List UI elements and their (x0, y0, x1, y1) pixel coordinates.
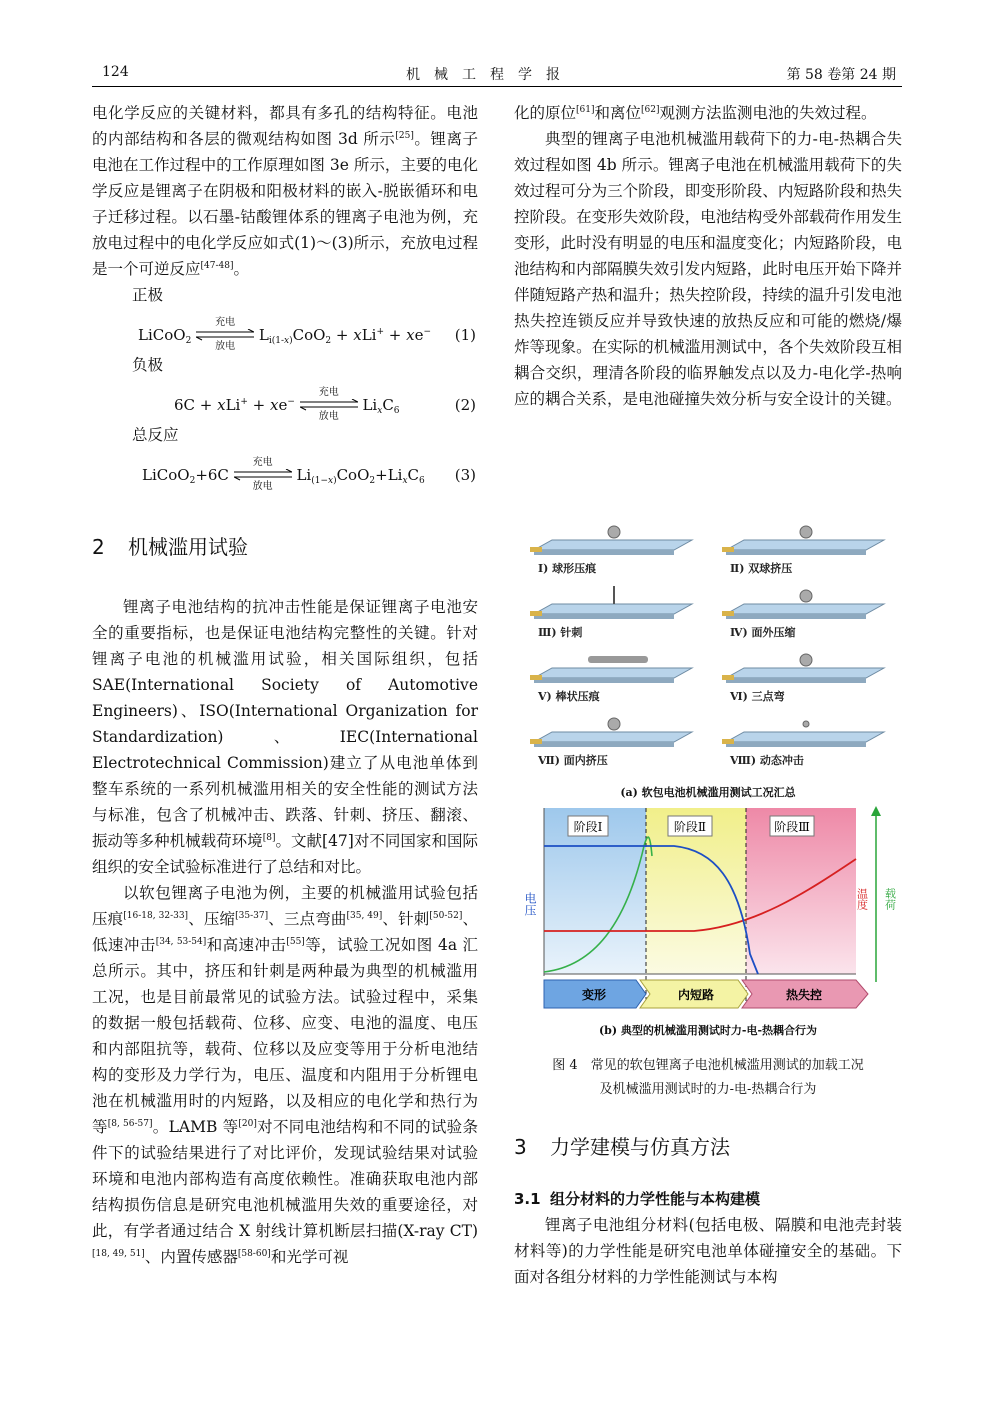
stage-3-label: 阶段Ⅲ (774, 820, 810, 834)
phase-label: 内短路 (677, 988, 715, 1002)
test-panel (528, 584, 698, 639)
paragraph-tests: 以软包锂离子电池为例，主要的机械滥用试验包括压痕[16-18, 32-33]、压缩[35-37]、三点弯曲[35, 49]、针刺[50-52]、低速冲击[34, 53-54]和高速冲击[55]等，试验工况如图 4a 汇总所示。其中，挤压和针刺是两种最为典型的机械滥用工况，也是目前最常见的试验方法。试验过程中，采集的数据一般包括载荷、位移、应变、电池的温度、电压和内部阻抗等，载荷、位移以及应变等用于分析电池结构的变形及力学行为，电压、温度和内阻用于分析锂电池在机械滥用时的内短路，以及相应的电化学和热行为等[8, 56-57]。LAMB 等[20]对不同电池结构和不同的试验条件下的试验结果进行了对比评价，发现试验结果对试验环境和电池内部构造有高度依赖性。准确获取电池内部结构损伤信息是研究电池机械滥用失效的重要途径，对此，有学者通过结合 X 射线计算机断层扫描(X-ray CT)[18, 49, 51]、内置传感器[58-60]和光学可视 (92, 884, 478, 1266)
section-3-heading: 3 力学建模与仿真方法 (514, 1135, 730, 1159)
test-panel (720, 648, 890, 703)
phase-label: 热失控 (785, 988, 823, 1002)
temperature-axis-label: 温度 (855, 888, 869, 910)
journal-name: 机 械 工 程 学 报 (406, 67, 560, 83)
test-panel-label: Ⅶ) 面内挤压 (538, 754, 608, 767)
running-header (92, 62, 902, 86)
test-panel-label: Ⅰ) 球形压痕 (538, 562, 597, 575)
coupling-behavior-plot (514, 804, 902, 1034)
pouch-cell-icon (528, 648, 698, 690)
equation-1: LiCoO$_2$ 充电 放电 $L_{i(1-x)}CoO_2 + xLi^+ + xe^-$ (1) (138, 317, 476, 352)
pouch-cell-icon (720, 648, 890, 690)
test-panel-label: Ⅱ) 双球挤压 (730, 562, 793, 575)
pouch-cell-icon (528, 712, 698, 754)
phase-label: 变形 (581, 988, 607, 1002)
label-total: 总反应 (132, 426, 179, 444)
test-panel (720, 520, 890, 575)
pouch-cell-icon (528, 520, 698, 562)
test-panel-label: Ⅷ) 动态冲击 (730, 754, 804, 767)
equation-3: LiCoO$_2$+6C 充电 放电 $Li_{(1-x)}CoO_2+Li_xC_6$ (3) (142, 457, 476, 492)
load-axis-label: 载荷 (883, 888, 897, 910)
test-panel (528, 520, 698, 575)
pouch-cell-icon (720, 520, 890, 562)
pouch-cell-icon (720, 712, 890, 754)
test-panel-label: Ⅵ) 三点弯 (730, 690, 785, 703)
left-column (92, 100, 478, 1270)
figure-caption-a: (a) 软包电池机械滥用测试工况汇总 (620, 786, 796, 799)
figure-4-caption: 图 4 常见的软包锂离子电池机械滥用测试的加载工况 及机械滥用测试时的力-电-热耦合行为 (552, 1058, 864, 1097)
issue-info: 第 58 卷第 24 期 (786, 67, 896, 83)
paragraph-intro: 电化学反应的关键材料，都具有多孔的结构特征。电池的内部结构和各层的微观结构如图 3d 所示[25]。锂离子电池在工作过程中的工作原理如图 3e 所示，主要的电化学反应是锂离子在阴极和阳极材料的嵌入-脱嵌循环和电子迁移过程。以石墨-钴酸锂体系的锂离子电池为例，充放电过程中的电化学反应如式(1)～(3)所示，充放电过程是一个可逆反应[47-48]。 (92, 104, 478, 278)
stage-2-label: 阶段Ⅱ (673, 820, 707, 834)
voltage-axis-label: 电压 (523, 892, 537, 916)
subsection-3-1-heading: 3.1 组分材料的力学性能与本构建模 (514, 1190, 761, 1208)
page-number: 124 (102, 64, 129, 80)
stage-1-label: 阶段Ⅰ (573, 820, 603, 834)
test-panel (528, 648, 698, 703)
test-panel (720, 712, 890, 767)
section-2-heading: 2 机械滥用试验 (92, 535, 248, 559)
test-panel-label: Ⅳ) 面外压缩 (730, 626, 796, 639)
reversible-arrow-icon: 充电 放电 (196, 326, 254, 346)
test-panel-label: Ⅴ) 棒状压痕 (538, 690, 600, 703)
load-axis-arrow-icon (871, 806, 881, 816)
paragraph-materials: 锂离子电池组分材料(包括电极、隔膜和电池壳封装材料等)的力学性能是研究电池单体碰撞安全的基础。下面对各组分材料的力学性能测试与本构 (514, 1216, 902, 1286)
pouch-cell-icon (528, 584, 698, 626)
label-positive: 正极 (132, 286, 164, 304)
test-panel (528, 712, 698, 767)
test-panel (720, 584, 890, 639)
reversible-arrow-icon: 充电 放电 (300, 396, 358, 416)
header-rule (92, 86, 902, 87)
equation-2: 6C + xLi+ + xe− 充电 放电 $Li_xC_6$ (2) (174, 387, 476, 422)
test-panel-label: Ⅲ) 针刺 (538, 626, 583, 639)
reversible-arrow-icon: 充电 放电 (234, 466, 292, 486)
paragraph-standards: 锂离子电池结构的抗冲击性能是保证锂离子电池安全的重要指标，也是保证电池结构完整性的关键。针对锂离子电池的机械滥用试验，相关国际组织，包括 SAE(International Society of Automotive Engineers)、ISO(International Organization for Standardization)、IEC(International Electrotechnical Commission)建立了从电池单体到整车系统的一系列机械滥用相关的安全性能的测试方法与标准，包含了机械冲击、跌落、针刺、挤压、翻滚、振动等多种机械载荷环境[8]。文献[47]对不同国家和国际组织的安全试验标准进行了总结和对比。 (92, 598, 478, 876)
paragraph-observation: 化的原位[61]和离位[62]观测方法监测电池的失效过程。 (514, 104, 877, 122)
pouch-cell-icon (720, 584, 890, 626)
right-column-top (514, 100, 902, 412)
paragraph-coupling: 典型的锂离子电池机械滥用载荷下的力-电-热耦合失效过程如图 4b 所示。锂离子电池在机械滥用载荷下的失效过程可分为三个阶段，即变形阶段、内短路阶段和热失控阶段。在变形失效阶段，电池结构受外部载荷作用发生变形，此时没有明显的电压和温度变化；内短路阶段，电池结构和内部隔膜失效引发内短路，此时电压开始下降并伴随短路产热和温升；热失控阶段，持续的温升引发电池热失控连锁反应并导致快速的放热反应和可能的燃烧/爆炸等现象。在实际的机械滥用测试中，各个失效阶段互相耦合交织，理清各阶段的临界触发点以及力-电化学-热响应的耦合关系，是电池碰撞失效分析与安全设计的关键。 (514, 130, 902, 408)
label-negative: 负极 (132, 356, 164, 374)
figure-caption-b: (b) 典型的机械滥用测试时力-电-热耦合行为 (598, 1024, 818, 1037)
right-column-bottom (514, 1134, 902, 1290)
